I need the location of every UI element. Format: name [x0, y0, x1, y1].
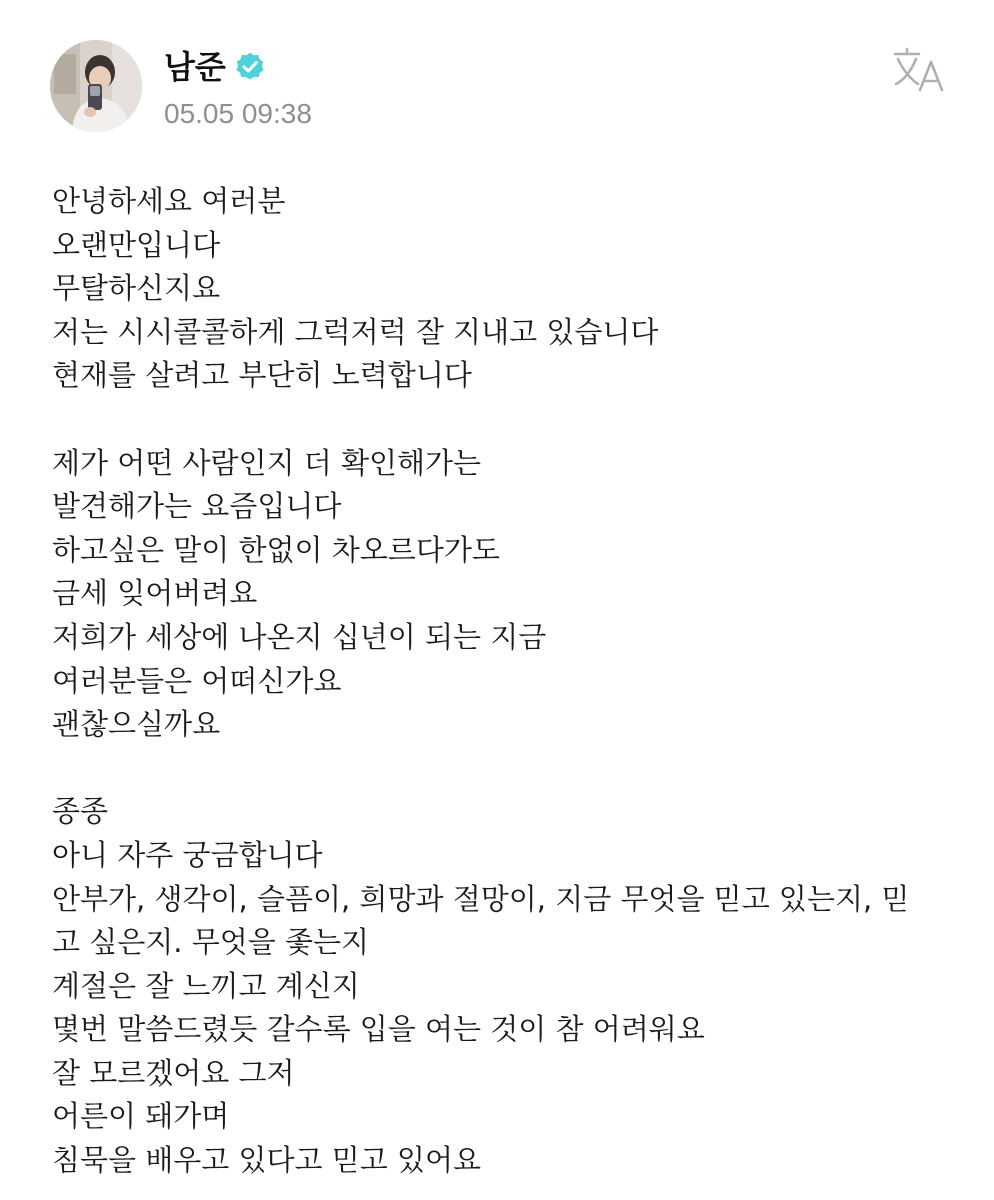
translate-icon [892, 46, 946, 94]
post-line: 저희가 세상에 나온지 십년이 되는 지금 [52, 619, 547, 654]
paragraph-gap [52, 747, 952, 791]
avatar[interactable] [50, 40, 142, 132]
post-timestamp: 05.05 09:38 [164, 98, 312, 129]
post-line: 발견해가는 요즘입니다 [52, 489, 342, 524]
post-line: 무탈하신지요 [52, 271, 221, 306]
post-line: 금세 잊어버려요 [52, 576, 258, 611]
paragraph-gap [52, 398, 952, 442]
post-body [52, 180, 952, 1183]
verified-badge-icon [234, 51, 266, 83]
post-line: 안녕하세요 여러분 [52, 184, 286, 218]
author-name[interactable]: 남준 [164, 48, 226, 86]
post-line: 안부가, 생각이, 슬픔이, 희망과 절망이, 지금 무엇을 믿고 있는지, 믿 [52, 881, 910, 916]
post-line: 고 싶은지. 무엇을 좇는지 [52, 925, 370, 960]
post-line: 계절은 잘 느끼고 계신지 [52, 968, 360, 1003]
post-line: 괜찮으실까요 [52, 707, 221, 742]
post-line: 종종 [52, 794, 109, 829]
post-line: 몇번 말씀드렸듯 갈수록 입을 여는 것이 참 어려워요 [52, 1012, 705, 1047]
post-line: 하고싶은 말이 한없이 차오르다가도 [52, 532, 500, 567]
translate-button[interactable] [892, 46, 946, 94]
post-line: 저는 시시콜콜하게 그럭저럭 잘 지내고 있습니다 [52, 314, 659, 349]
post-line: 제가 어떤 사람인지 더 확인해가는 [52, 445, 482, 480]
author-name-row [164, 44, 266, 90]
avatar-photo [50, 40, 142, 132]
post-line: 오랜만입니다 [52, 227, 221, 262]
post-line: 침묵을 배우고 있다고 믿고 있어요 [52, 1143, 482, 1178]
post-line: 현재를 살려고 부단히 노력합니다 [52, 358, 472, 393]
post-line: 어른이 돼가며 [52, 1099, 230, 1134]
post-line: 잘 모르겠어요 그저 [52, 1055, 295, 1090]
post-line: 여러분들은 어떠신가요 [52, 663, 342, 698]
post-header [50, 40, 950, 136]
post-line: 아니 자주 궁금합니다 [52, 837, 323, 872]
